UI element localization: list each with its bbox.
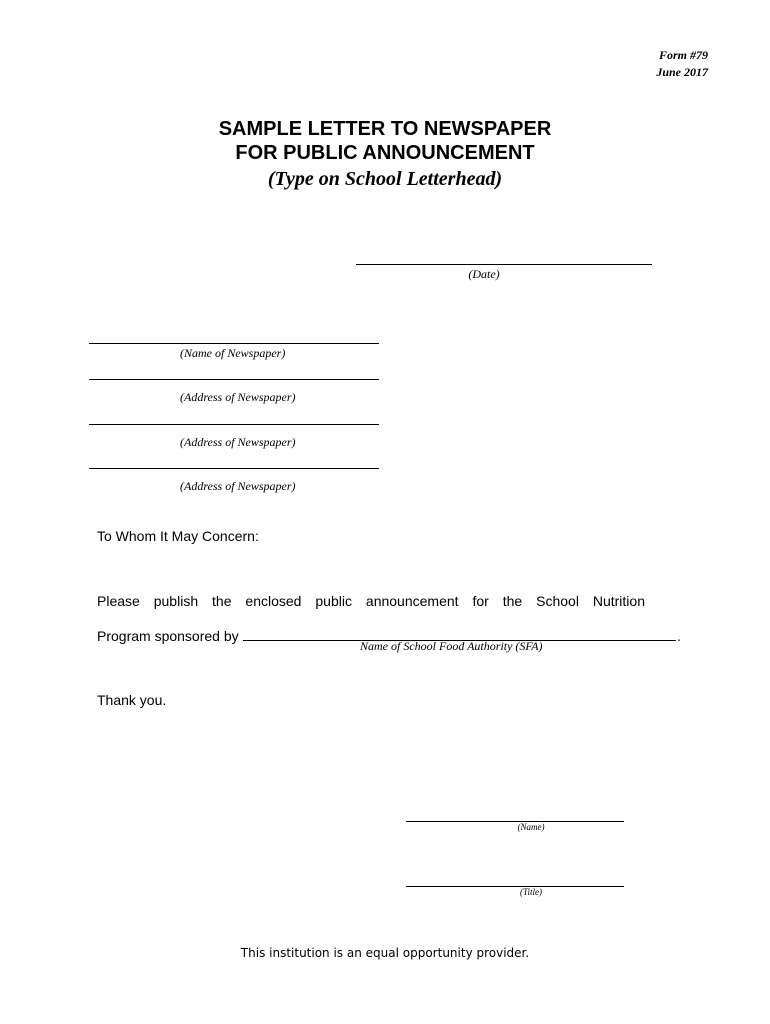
- sponsor-prefix: Program sponsored by: [97, 628, 239, 644]
- title-subtitle: (Type on School Letterhead): [267, 168, 503, 190]
- body-word: publish: [153, 593, 199, 609]
- newspaper-address-line-3: [89, 468, 379, 469]
- closing: Thank you.: [97, 692, 167, 708]
- body-word: Nutrition: [592, 593, 645, 609]
- sponsor-caption: Name of School Food Authority (SFA): [360, 639, 543, 653]
- form-number: Form #79: [658, 48, 708, 62]
- body-word: Please: [97, 593, 140, 609]
- title-line-1: SAMPLE LETTER TO NEWSPAPER: [218, 118, 552, 140]
- body-word: enclosed: [245, 593, 302, 609]
- newspaper-address-caption-2: (Address of Newspaper): [180, 435, 296, 449]
- body-word: announcement: [365, 593, 459, 609]
- footer-statement: This institution is an equal opportunity provider.: [240, 946, 530, 960]
- form-identifier: [656, 47, 708, 81]
- date-caption: (Date): [468, 267, 500, 281]
- newspaper-address-line-2: [89, 424, 379, 425]
- body-word: the: [502, 593, 523, 609]
- sponsor-period: .: [677, 628, 681, 644]
- newspaper-name-caption: (Name of Newspaper): [180, 346, 286, 360]
- salutation: To Whom It May Concern:: [97, 528, 259, 544]
- letter-body-line: [97, 592, 645, 610]
- form-date: June 2017: [656, 65, 708, 79]
- signature-name-caption: (Name): [517, 822, 545, 832]
- title-line-2: FOR PUBLIC ANNOUNCEMENT: [235, 142, 535, 164]
- body-word: for: [472, 593, 489, 609]
- newspaper-address-line-1: [89, 379, 379, 380]
- body-word: School: [536, 593, 579, 609]
- newspaper-name-line: [89, 343, 379, 344]
- signature-title-caption: (Title): [520, 887, 542, 897]
- date-line: [356, 264, 652, 265]
- document-title: [0, 117, 770, 193]
- newspaper-address-caption-3: (Address of Newspaper): [180, 479, 296, 493]
- body-word: the: [212, 593, 232, 609]
- newspaper-address-caption-1: (Address of Newspaper): [180, 390, 296, 404]
- body-word: public: [315, 593, 352, 609]
